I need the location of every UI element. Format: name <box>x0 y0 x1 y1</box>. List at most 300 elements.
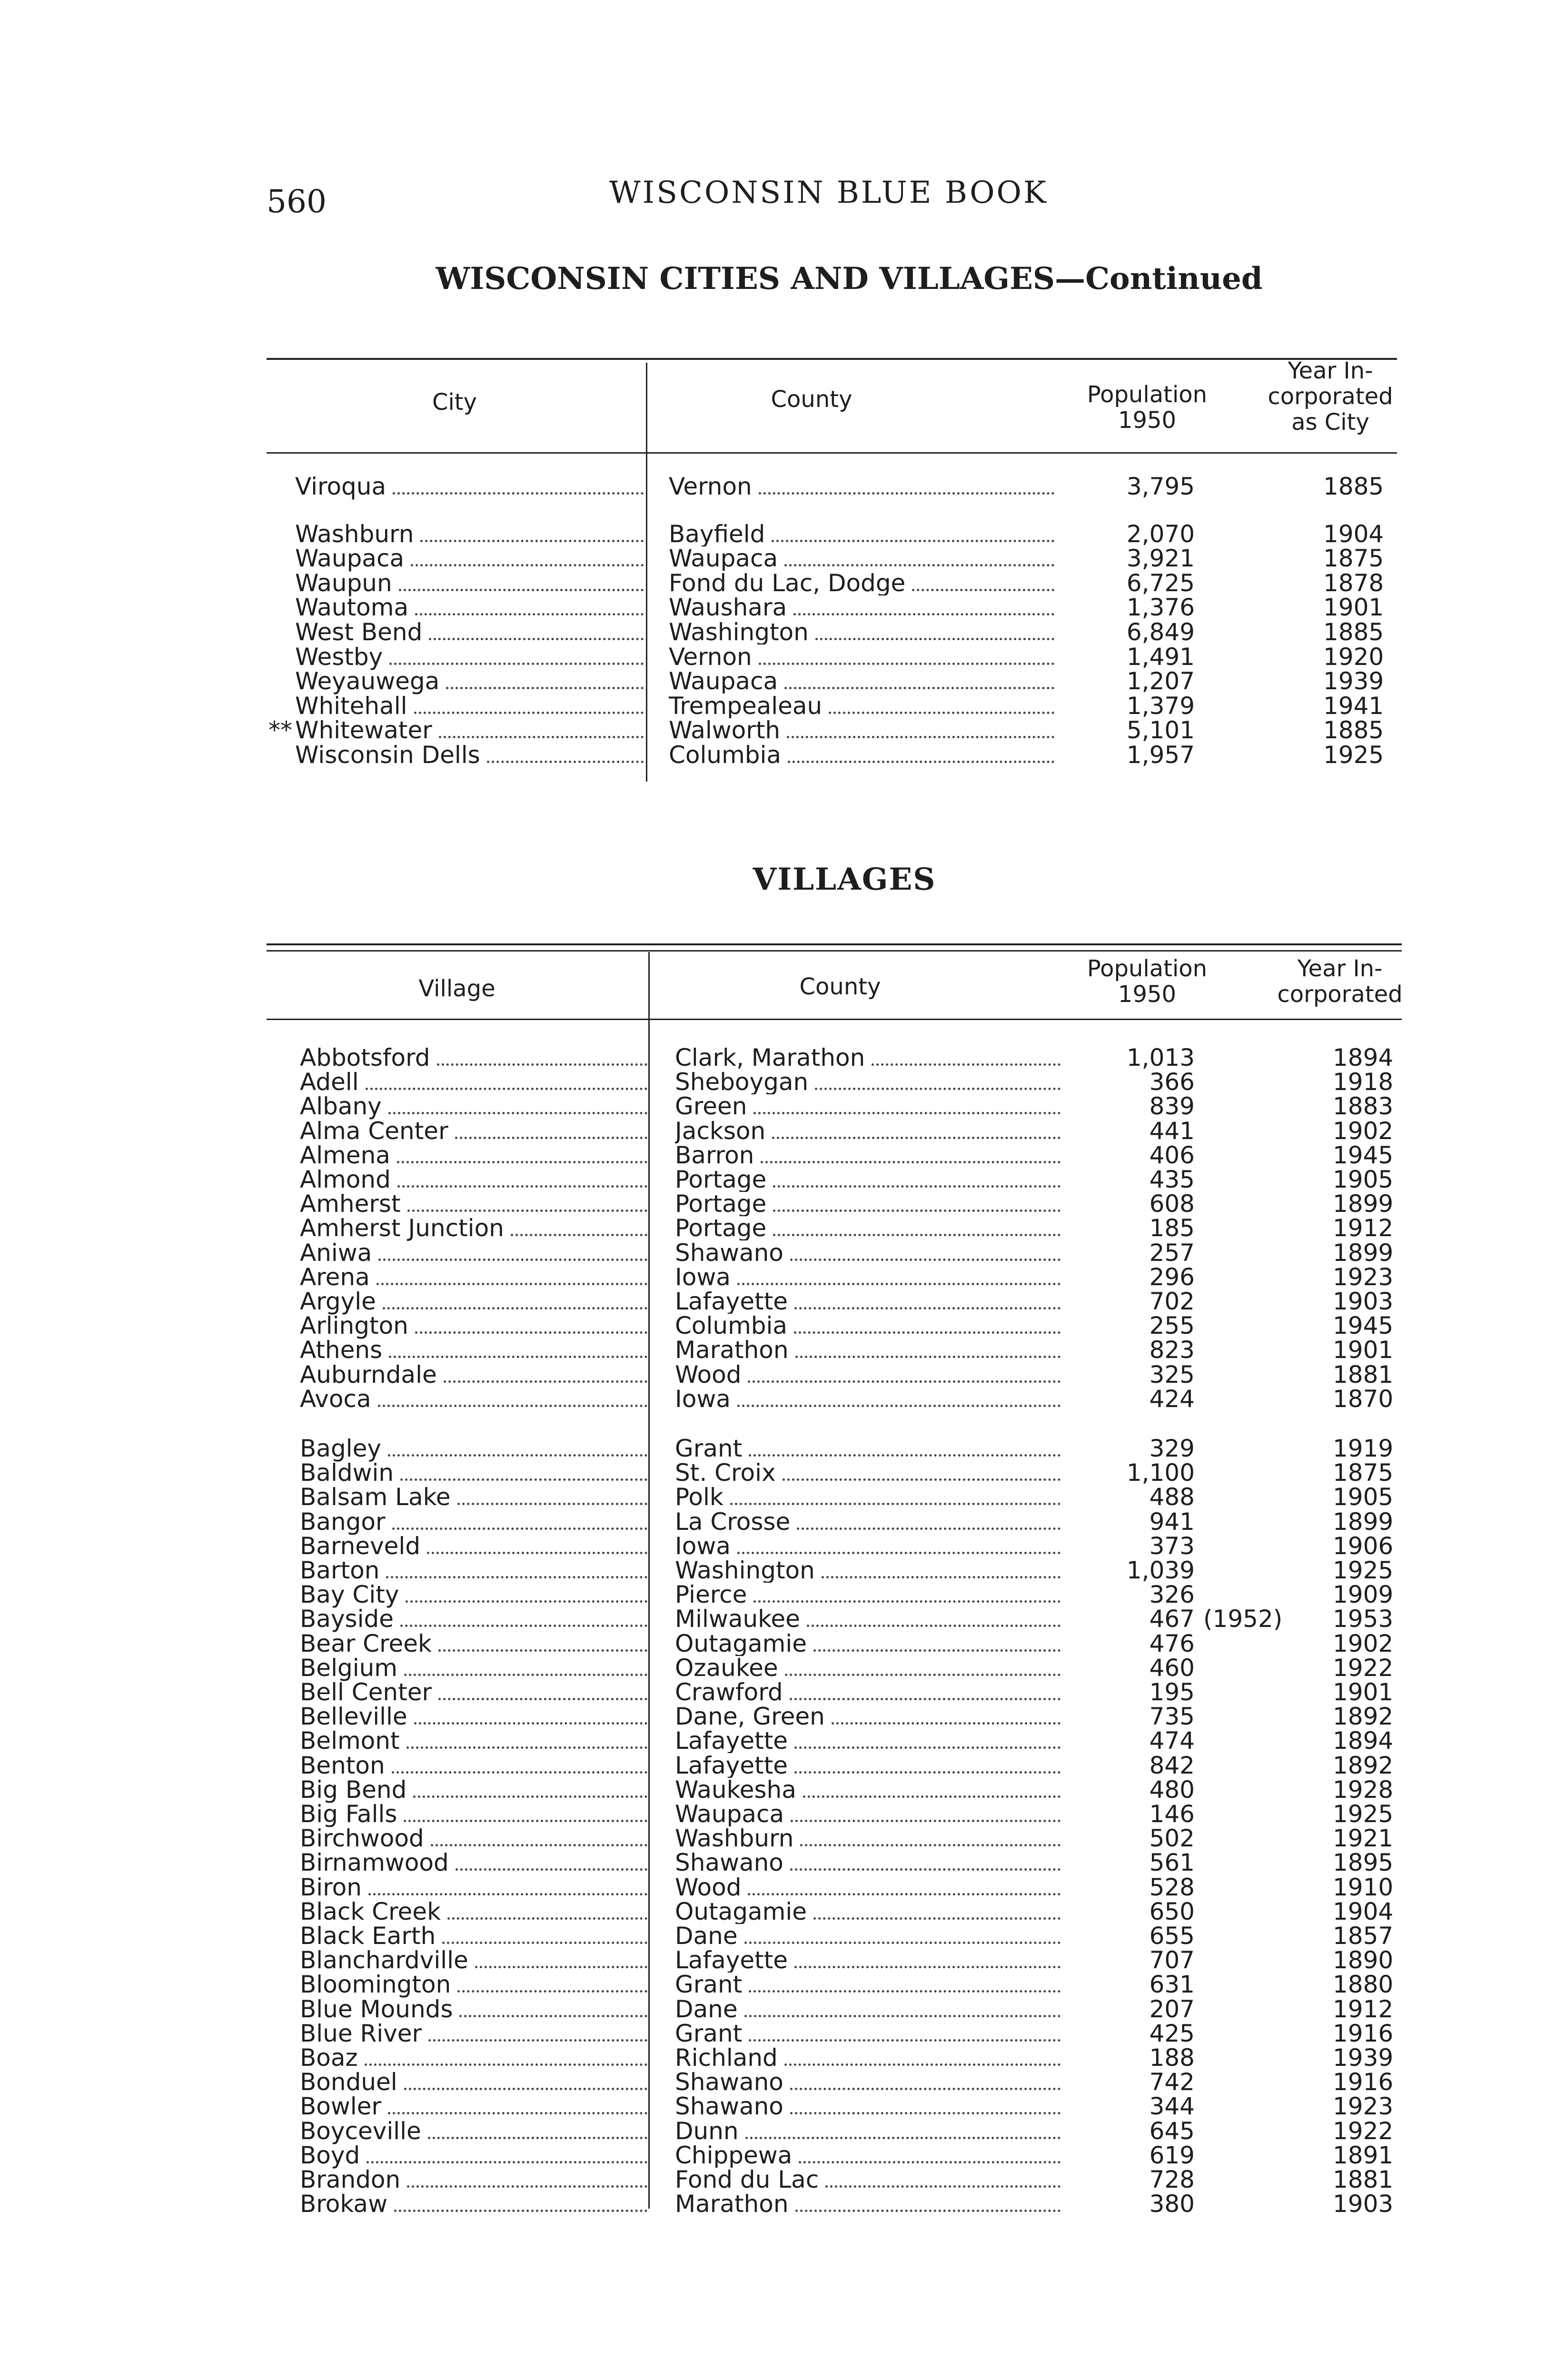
row-population: 842 <box>1149 1753 1195 1778</box>
row-name-cell <box>300 1461 647 1485</box>
row-county-cell <box>669 595 1054 620</box>
page-number: 560 <box>267 183 327 220</box>
row-name-cell <box>300 1558 647 1583</box>
villages-top-rule-2 <box>267 950 1402 952</box>
leader-dots <box>772 1121 1060 1139</box>
leader-dots <box>744 1925 1060 1944</box>
leader-dots <box>790 2072 1060 2090</box>
table-row <box>0 571 1546 595</box>
leader-dots <box>393 476 644 495</box>
row-year: 1904 <box>1323 522 1384 546</box>
row-population: 441 <box>1149 1119 1195 1143</box>
row-population-note: (1952) <box>1203 1607 1283 1632</box>
row-county-cell <box>675 1387 1060 1411</box>
row-name: Viroqua <box>295 473 386 500</box>
row-population: 561 <box>1149 1851 1195 1875</box>
row-year: 1899 <box>1333 1509 1394 1534</box>
row-county: Milwaukee <box>675 1607 800 1632</box>
leader-dots <box>813 1901 1060 1920</box>
table-row <box>0 2019 1546 2047</box>
row-population: 1,207 <box>1126 669 1195 694</box>
villages-header-name: Village <box>418 975 496 1002</box>
row-name-cell <box>300 1851 647 1875</box>
table-row <box>0 1729 1546 1753</box>
villages-header-population-line-1: Population <box>1087 955 1208 982</box>
row-name: Big Bend <box>300 1775 407 1804</box>
row-county-cell <box>675 1778 1060 1802</box>
row-year: 1905 <box>1333 1168 1394 1192</box>
row-name: Barneveld <box>300 1532 421 1560</box>
row-population: 655 <box>1149 1924 1195 1948</box>
row-county: Iowa <box>675 1534 731 1558</box>
leader-dots <box>377 1267 647 1285</box>
row-year: 1912 <box>1333 1997 1394 2022</box>
table-row <box>0 1119 1546 1143</box>
row-name: Waupaca <box>295 545 405 573</box>
leader-dots <box>815 622 1054 640</box>
table-row <box>0 1875 1546 1900</box>
row-county-cell <box>675 1216 1060 1240</box>
row-population: 528 <box>1149 1875 1195 1900</box>
row-county-cell <box>669 546 1054 571</box>
row-county: Fond du Lac, Dodge <box>669 571 906 595</box>
row-population: 460 <box>1149 1656 1195 1680</box>
row-name: Belleville <box>300 1703 407 1731</box>
row-name-cell <box>300 1360 647 1388</box>
row-county-cell <box>675 1485 1060 1509</box>
row-population: 326 <box>1149 1583 1195 1607</box>
table-row <box>0 1629 1546 1657</box>
row-county: Grant <box>675 1973 743 1997</box>
row-year: 1894 <box>1333 1729 1394 1754</box>
leader-dots <box>773 1169 1060 1188</box>
leader-dots <box>392 1755 647 1774</box>
row-name: Bloomington <box>300 1971 451 1999</box>
cities-header-rule <box>267 452 1397 454</box>
row-county: Barron <box>675 1143 754 1168</box>
row-year: 1939 <box>1333 2046 1394 2070</box>
leader-dots <box>457 1974 647 1993</box>
table-row <box>0 1607 1546 1631</box>
row-population: 941 <box>1149 1509 1195 1534</box>
leader-dots <box>411 548 644 566</box>
row-population: 823 <box>1149 1338 1195 1363</box>
leader-dots <box>446 671 644 689</box>
leader-dots <box>389 646 644 665</box>
row-year: 1925 <box>1333 1802 1394 1826</box>
leader-dots <box>783 1462 1060 1481</box>
row-population: 329 <box>1149 1437 1195 1461</box>
row-population: 435 <box>1149 1168 1195 1192</box>
row-county-cell <box>669 743 1054 767</box>
row-year: 1892 <box>1333 1753 1394 1778</box>
row-county-cell <box>675 1534 1060 1558</box>
row-population: 735 <box>1149 1705 1195 1729</box>
row-county: Grant <box>675 1437 743 1461</box>
row-year: 1941 <box>1323 694 1384 718</box>
row-county: Iowa <box>675 1387 731 1411</box>
row-year: 1918 <box>1333 1070 1394 1095</box>
row-county: Washington <box>675 1558 815 1583</box>
row-county: Clark, Marathon <box>675 1046 865 1070</box>
leader-dots <box>794 1315 1060 1334</box>
row-population: 380 <box>1149 2192 1195 2217</box>
row-county-cell <box>675 1583 1060 1607</box>
row-name: Boyceville <box>300 2117 421 2145</box>
row-population: 185 <box>1149 1216 1195 1241</box>
row-population: 3,795 <box>1126 475 1195 499</box>
table-row <box>0 718 1546 743</box>
row-name: Benton <box>300 1751 385 1779</box>
row-county: Richland <box>675 2046 778 2070</box>
leader-dots <box>748 1877 1060 1895</box>
row-population: 373 <box>1149 1534 1195 1558</box>
row-name: Blue Mounds <box>300 1995 453 2023</box>
row-name-cell <box>295 522 644 546</box>
row-year: 1899 <box>1333 1240 1394 1265</box>
row-population: 474 <box>1149 1729 1195 1754</box>
row-population: 1,957 <box>1126 743 1195 767</box>
cities-top-rule <box>267 358 1397 360</box>
cities-header-population <box>1052 382 1242 433</box>
leader-dots <box>753 1584 1060 1603</box>
row-county-cell <box>669 694 1054 718</box>
row-name: Black Creek <box>300 1897 441 1925</box>
row-name-cell <box>300 1629 647 1657</box>
leader-dots <box>400 1462 647 1481</box>
row-county-cell <box>675 1705 1060 1729</box>
row-county-cell <box>675 1558 1060 1583</box>
leader-dots <box>737 1536 1060 1554</box>
table-row <box>0 1826 1546 1851</box>
row-name-cell <box>300 2046 647 2070</box>
leader-dots <box>790 2096 1060 2114</box>
row-name: Belgium <box>300 1654 397 1682</box>
leader-dots <box>772 524 1054 542</box>
table-row <box>0 2046 1546 2070</box>
table-row <box>0 1924 1546 1948</box>
row-county: Shawano <box>675 2094 783 2119</box>
table-row <box>0 1705 1546 1729</box>
table-row <box>0 1534 1546 1558</box>
row-population: 631 <box>1149 1973 1195 1997</box>
row-name: Bayside <box>300 1605 394 1633</box>
row-name-cell <box>300 1437 647 1461</box>
row-county-cell <box>675 1826 1060 1851</box>
row-name-cell <box>300 1289 647 1314</box>
row-name: Baldwin <box>300 1459 394 1487</box>
leader-dots <box>456 1852 647 1871</box>
leader-dots <box>815 1071 1060 1090</box>
table-row <box>0 1558 1546 1583</box>
row-population: 1,379 <box>1126 694 1195 718</box>
row-year: 1923 <box>1333 1265 1394 1289</box>
row-name-cell <box>300 1143 647 1168</box>
row-name-cell <box>300 1314 647 1338</box>
row-county: Waushara <box>669 595 787 620</box>
row-year: 1916 <box>1333 2021 1394 2046</box>
row-year: 1885 <box>1323 718 1384 743</box>
leader-dots <box>388 2096 647 2114</box>
table-row <box>0 1751 1546 1779</box>
row-county-cell <box>675 1461 1060 1485</box>
row-year: 1925 <box>1333 1558 1394 1583</box>
table-row <box>0 743 1546 767</box>
row-county: Wood <box>675 1875 742 1900</box>
row-name-cell <box>300 1046 647 1070</box>
row-county-cell <box>675 1997 1060 2022</box>
leader-dots <box>794 1755 1060 1774</box>
row-year: 1890 <box>1333 1948 1394 1973</box>
row-county: Ozaukee <box>675 1656 778 1680</box>
row-name-cell <box>295 743 644 767</box>
row-population: 195 <box>1149 1680 1195 1705</box>
leader-dots <box>404 1804 647 1822</box>
row-county-cell <box>675 1168 1060 1192</box>
table-row <box>0 546 1546 571</box>
row-county: Wood <box>675 1362 742 1387</box>
row-county: Shawano <box>675 2070 783 2095</box>
leader-dots <box>397 1145 647 1163</box>
row-year: 1899 <box>1333 1192 1394 1217</box>
row-county: Shawano <box>675 1240 783 1265</box>
row-name-cell <box>300 1705 647 1729</box>
row-year: 1902 <box>1333 1119 1394 1143</box>
row-county: Portage <box>675 1216 767 1241</box>
leader-dots <box>415 597 644 615</box>
row-name-cell <box>300 1973 647 1997</box>
row-year: 1870 <box>1333 1387 1394 1411</box>
row-county-cell <box>675 1924 1060 1948</box>
row-year: 1903 <box>1333 1289 1394 1314</box>
leader-dots <box>475 1950 647 1968</box>
row-county-cell <box>675 2168 1060 2192</box>
row-population: 1,013 <box>1126 1046 1195 1070</box>
row-name-cell <box>295 571 644 595</box>
leader-dots <box>368 1877 647 1895</box>
table-row <box>0 595 1546 620</box>
leader-dots <box>872 1047 1060 1066</box>
leader-dots <box>447 1901 647 1920</box>
leader-dots <box>795 1339 1060 1358</box>
row-name-cell <box>300 1168 647 1192</box>
row-name: Abbotsford <box>300 1044 430 1071</box>
row-year: 1922 <box>1333 2119 1394 2143</box>
row-name: Wautoma <box>295 594 409 622</box>
row-name-cell <box>300 1775 647 1804</box>
row-population: 702 <box>1149 1289 1195 1314</box>
cities-header-population-line-2: 1950 <box>1118 407 1177 434</box>
row-county: Vernon <box>669 645 752 669</box>
row-population: 296 <box>1149 1265 1195 1289</box>
table-row <box>0 669 1546 694</box>
row-name-cell <box>300 2192 647 2216</box>
row-name: Brokaw <box>300 2190 387 2218</box>
row-year: 1920 <box>1323 645 1384 669</box>
row-name-cell <box>300 1265 647 1289</box>
table-row <box>0 2192 1546 2216</box>
row-county-cell <box>675 1900 1060 1924</box>
row-name-cell <box>295 475 644 499</box>
row-county: Marathon <box>675 2192 789 2217</box>
row-county: La Crosse <box>675 1509 791 1534</box>
row-name: Wisconsin Dells <box>295 741 480 769</box>
table-row <box>0 2168 1546 2192</box>
row-year: 1945 <box>1333 1143 1394 1168</box>
leader-dots <box>749 1438 1060 1457</box>
row-population: 645 <box>1149 2119 1195 2143</box>
row-county-cell <box>675 1046 1060 1070</box>
row-county-cell <box>675 2192 1060 2216</box>
row-county-cell <box>675 2119 1060 2143</box>
table-row <box>0 1973 1546 1997</box>
row-county: Washington <box>669 620 809 645</box>
table-row <box>0 2070 1546 2094</box>
row-year: 1901 <box>1333 1338 1394 1363</box>
row-county: Lafayette <box>675 1753 788 1778</box>
leader-dots <box>753 1096 1060 1114</box>
row-year: 1919 <box>1333 1437 1394 1461</box>
villages-header-year <box>1249 956 1430 1007</box>
row-year: 1939 <box>1323 669 1384 694</box>
row-name-cell <box>300 1192 647 1216</box>
row-county-cell <box>675 1119 1060 1143</box>
table-row <box>0 1897 1546 1925</box>
row-county: Polk <box>675 1485 723 1510</box>
leader-dots <box>825 2169 1060 2188</box>
leader-dots <box>444 1364 647 1383</box>
row-county-cell <box>675 1241 1060 1265</box>
row-name-cell <box>300 1997 647 2022</box>
row-name: Avoca <box>300 1385 371 1413</box>
row-name: Birnamwood <box>300 1849 449 1877</box>
row-year: 1881 <box>1333 2168 1394 2192</box>
row-year: 1894 <box>1333 1046 1394 1070</box>
table-row <box>0 1387 1546 1411</box>
leader-dots <box>790 1852 1060 1871</box>
row-county: Portage <box>675 1168 767 1192</box>
row-name-cell <box>300 1070 647 1094</box>
table-row <box>0 645 1546 669</box>
row-population: 728 <box>1149 2168 1195 2192</box>
leader-dots <box>407 1193 647 1212</box>
row-year: 1878 <box>1323 571 1384 595</box>
row-name: Adell <box>300 1068 359 1096</box>
row-county-cell <box>675 2143 1060 2168</box>
table-row <box>0 1437 1546 1461</box>
leader-dots <box>429 622 644 640</box>
row-name: Birchwood <box>300 1825 424 1853</box>
leader-dots <box>386 1560 647 1578</box>
row-name-cell <box>300 1485 647 1509</box>
table-row <box>0 1360 1546 1388</box>
row-county-cell <box>669 645 1054 669</box>
leader-dots <box>383 1291 647 1309</box>
leader-dots <box>761 1145 1060 1163</box>
leader-dots <box>367 2145 647 2163</box>
leader-dots <box>397 1169 647 1188</box>
table-row <box>0 1070 1546 1094</box>
row-name: Alma Center <box>300 1117 448 1145</box>
row-county-cell <box>675 1094 1060 1119</box>
row-name: Whitewater <box>295 716 432 744</box>
row-name-cell <box>295 546 644 571</box>
row-population: 476 <box>1149 1631 1195 1656</box>
row-name-cell <box>300 1751 647 1779</box>
row-name: Aniwa <box>300 1239 372 1267</box>
row-name-cell <box>300 1534 647 1558</box>
leader-dots <box>442 1925 647 1944</box>
row-population: 188 <box>1149 2046 1195 2070</box>
villages-header-year-line-2: corporated <box>1277 981 1403 1008</box>
row-county: Dane <box>675 1997 738 2022</box>
table-row <box>0 1680 1546 1705</box>
row-name-cell <box>300 1897 647 1925</box>
row-county: Lafayette <box>675 1729 788 1754</box>
cities-header-population-line-1: Population <box>1087 381 1208 408</box>
cities-section-title: WISCONSIN CITIES AND VILLAGES—Continued <box>436 261 1263 297</box>
table-row <box>0 1046 1546 1070</box>
row-county: Dane <box>675 1924 738 1948</box>
row-name-cell <box>295 645 644 669</box>
row-name: Bell Center <box>300 1678 432 1706</box>
row-population: 257 <box>1149 1240 1195 1265</box>
leader-dots <box>487 744 644 763</box>
row-population: 1,039 <box>1126 1558 1195 1583</box>
row-county: Dane, Green <box>675 1705 825 1729</box>
row-county-cell <box>669 718 1054 743</box>
row-name: Belmont <box>300 1727 400 1755</box>
row-year: 1881 <box>1333 1362 1394 1387</box>
row-year: 1857 <box>1333 1924 1394 1948</box>
row-name: Boaz <box>300 2044 358 2072</box>
row-population: 467 <box>1149 1607 1195 1632</box>
row-year: 1923 <box>1333 2094 1394 2119</box>
cities-header-name: City <box>432 389 477 416</box>
row-year: 1925 <box>1323 743 1384 767</box>
table-row <box>0 1507 1546 1536</box>
row-year: 1892 <box>1333 1705 1394 1729</box>
leader-dots <box>759 476 1054 495</box>
row-year: 1953 <box>1333 1607 1394 1632</box>
row-county: Pierce <box>675 1583 747 1607</box>
leader-dots <box>745 2121 1060 2139</box>
leader-dots <box>406 1584 647 1603</box>
row-name: Auburndale <box>300 1360 437 1388</box>
row-county-cell <box>669 669 1054 694</box>
row-name-cell <box>295 595 644 620</box>
row-county-cell <box>675 1070 1060 1094</box>
leader-dots <box>420 524 644 542</box>
row-county: Washburn <box>675 1826 794 1851</box>
row-county: Chippewa <box>675 2143 793 2168</box>
row-county: Vernon <box>669 475 752 499</box>
row-county: Columbia <box>669 743 782 767</box>
leader-dots <box>413 1779 647 1798</box>
row-population: 707 <box>1149 1948 1195 1973</box>
row-population: 207 <box>1149 1997 1195 2022</box>
leader-dots <box>788 744 1054 763</box>
row-year: 1910 <box>1333 1875 1394 1900</box>
row-county-cell <box>675 1363 1060 1387</box>
row-name-cell <box>300 1119 647 1143</box>
row-name-cell <box>300 1216 647 1240</box>
leader-dots <box>399 573 644 591</box>
table-row <box>0 1461 1546 1485</box>
row-county-cell <box>675 2094 1060 2119</box>
row-year: 1875 <box>1323 546 1384 571</box>
leader-dots <box>455 1121 647 1139</box>
